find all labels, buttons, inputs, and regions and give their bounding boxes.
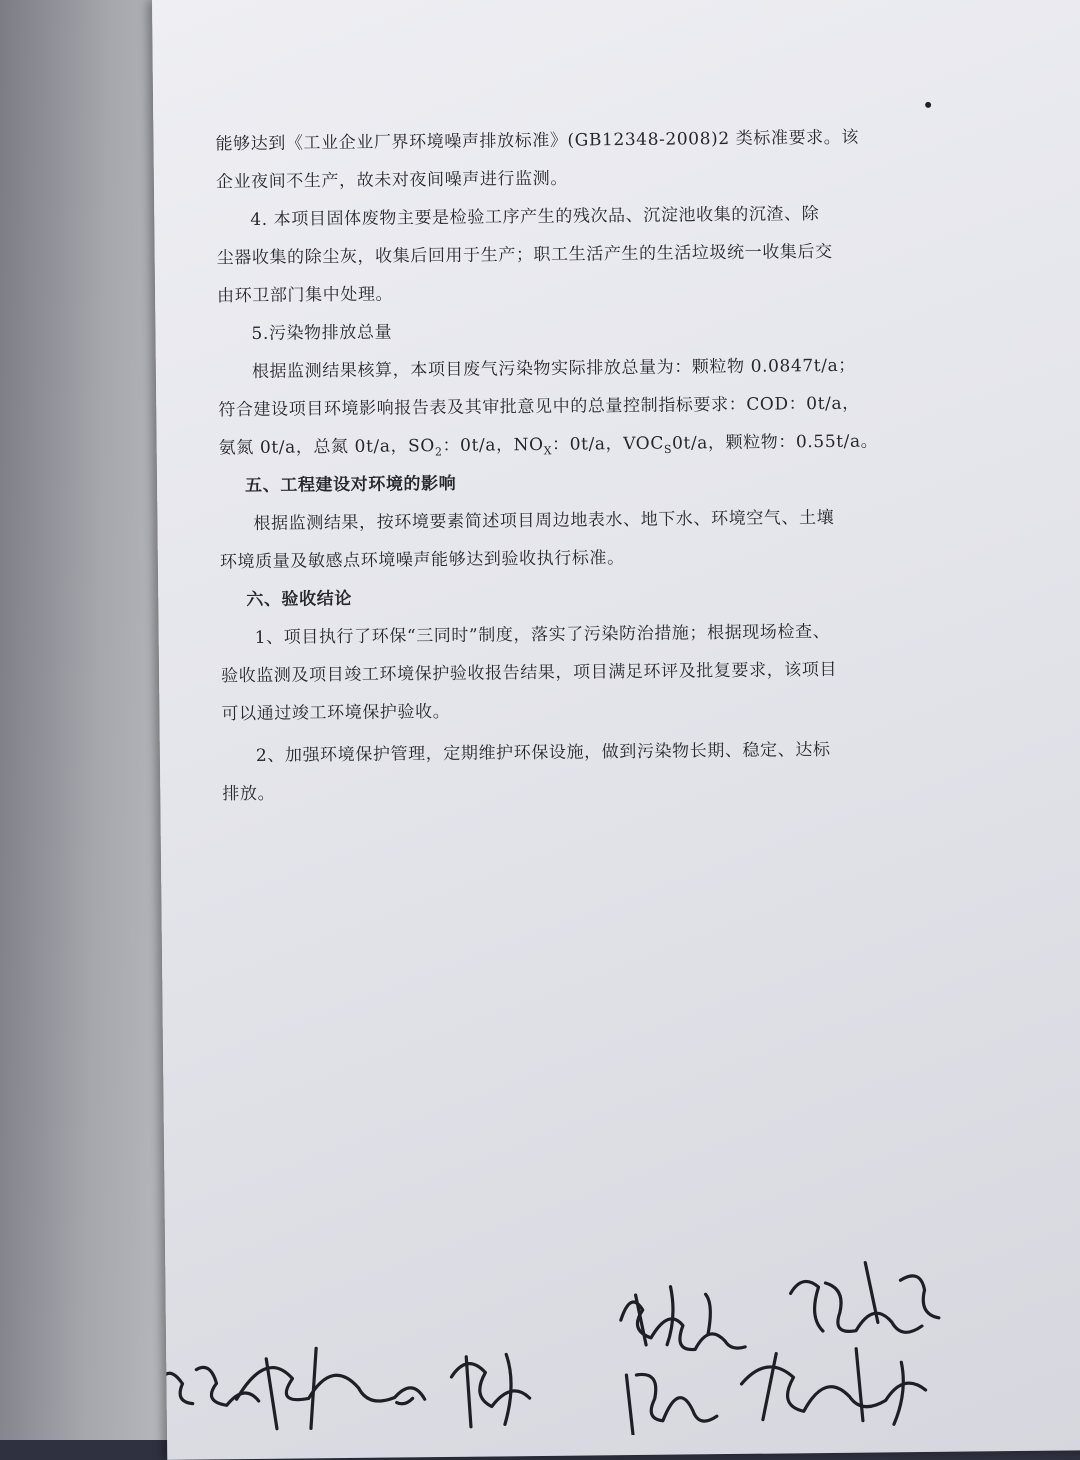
document-body bbox=[215, 118, 922, 813]
paragraph-line: 1、项目执行了环保“三同时”制度，落实了污染防治措施；根据现场检查、 bbox=[254, 621, 831, 648]
paragraph-line: 尘器收集的除尘灰，收集后回用于生产；职工生活产生的生活垃圾统一收集后交 bbox=[216, 241, 833, 269]
section-heading: 六、验收结论 bbox=[246, 588, 352, 611]
paragraph-line: 验收监测及项目竣工环境保护验收报告结果，项目满足环评及批复要求，该项目 bbox=[220, 659, 838, 687]
signature-stroke bbox=[451, 1354, 530, 1427]
paragraph-line: 企业夜间不生产，故未对夜间噪声进行监测。 bbox=[215, 168, 568, 193]
ink-dot bbox=[925, 102, 931, 108]
paragraph-line: 根据监测结果，按环境要素简述项目周边地表水、地下水、环境空气、土壤 bbox=[253, 507, 835, 534]
handwritten-signatures bbox=[165, 1220, 1080, 1450]
subsection-title: 5.污染物排放总量 bbox=[251, 322, 393, 344]
pollutant-text: ：0t/a，NO bbox=[442, 434, 544, 456]
pollutant-text: 0t/a，颗粒物：0.55t/a。 bbox=[671, 431, 879, 454]
signature-stroke bbox=[900, 1276, 938, 1319]
paragraph-line: 根据监测结果核算，本项目废气污染物实际排放总量为：颗粒物 0.0847t/a； bbox=[251, 355, 856, 382]
nox-subscript: X bbox=[543, 444, 553, 458]
signature-drawing bbox=[165, 1220, 1080, 1440]
signature-stroke bbox=[236, 1347, 425, 1429]
signature-stroke bbox=[626, 1374, 717, 1435]
pollutant-text: 氨氮 0t/a，总氮 0t/a，SO bbox=[218, 436, 436, 459]
paragraph-line: 4. 本项目固体废物主要是检验工序产生的残次品、沉淀池收集的沉渣、除 bbox=[250, 204, 820, 230]
signature-stroke bbox=[741, 1348, 926, 1426]
paragraph-line: 可以通过竣工环境保护验收。 bbox=[221, 701, 451, 725]
pollutant-text: ：0t/a，VOC bbox=[551, 433, 665, 455]
signature-stroke bbox=[397, 1398, 413, 1404]
paragraph-line: 2、加强环境保护管理，定期维护环保设施，做到污染物长期、稳定、达标 bbox=[255, 739, 831, 766]
voc-subscript: S bbox=[663, 442, 673, 457]
signature-stroke bbox=[790, 1262, 922, 1333]
paragraph-line: 由环卫部门集中处理。 bbox=[217, 284, 394, 307]
paragraph-line: 能够达到《工业企业厂界环境噪声排放标准》(GB12348-2008)2 类标准要求。该 bbox=[215, 127, 860, 155]
paragraph-line: 环境质量及敏感点环境噪声能够达到验收执行标准。 bbox=[219, 548, 625, 573]
paragraph-line: 排放。 bbox=[222, 783, 276, 805]
pollutant-totals-line bbox=[218, 422, 918, 467]
section-heading: 五、工程建设对环境的影响 bbox=[244, 473, 457, 497]
so2-subscript: 2 bbox=[434, 445, 443, 459]
document-page bbox=[152, 0, 1080, 1460]
paragraph-line: 符合建设项目环境影响报告表及其审批意见中的总量控制指标要求：COD：0t/a， bbox=[218, 393, 860, 421]
